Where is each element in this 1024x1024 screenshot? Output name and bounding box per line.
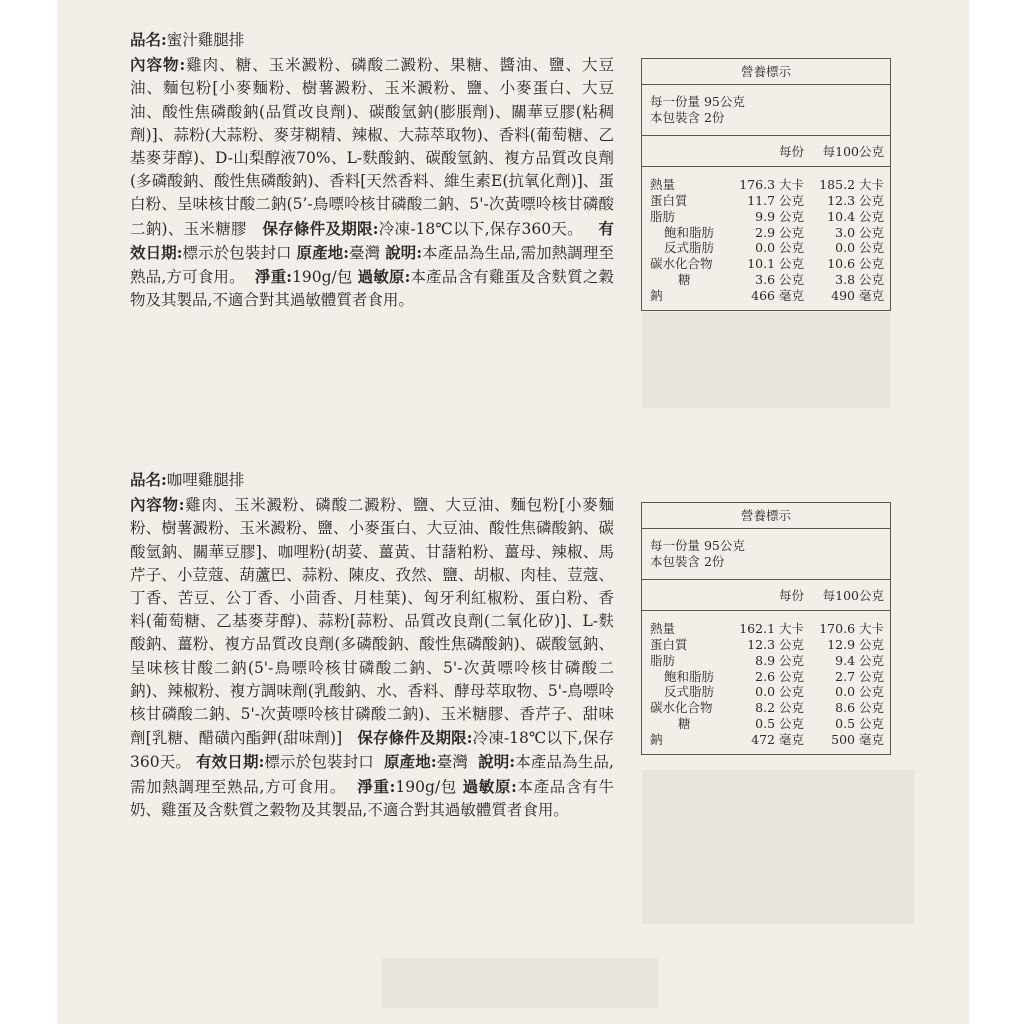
nutrient-row xyxy=(650,637,884,653)
weight-label: 淨重: xyxy=(254,267,292,287)
origin-label: 原產地: xyxy=(383,752,437,772)
origin-label: 原產地: xyxy=(296,242,349,262)
nutrient-label: 糖 xyxy=(678,271,691,287)
serving-info xyxy=(642,529,890,581)
value-per-100g: 0.5 公克 xyxy=(835,715,884,731)
nutrient-rows xyxy=(642,167,890,309)
value-per-serving: 12.3 公克 xyxy=(747,636,804,652)
nutrient-row xyxy=(650,288,884,304)
product-2-ingredients: 雞肉、玉米澱粉、磷酸二澱粉、鹽、大豆油、麵包粉[小麥麵粉、樹薯澱粉、玉米澱粉、鹽、小麥蛋白、大豆油、酸性焦磷酸鈉、碳酸氫鈉、關華豆膠]、咖哩粉(胡荽、薑黃、甘藷粕粉、薑母、辣椒、馬芹子、小荳蔻、葫蘆巴、蒜粉、陳皮、孜然、鹽、胡椒、肉桂、荳蔻、丁香、苦豆、公丁香、小茴香、月桂葉)、匈牙利紅椒粉、蛋白粉、香料(葡萄糖、乙基麥芽醇)、蒜粉[蒜粉、品質改良劑(二氧化矽)]、L-麩酸鈉、薑粉、複方品質改良劑(多磷酸鈉、酸性焦磷酸鈉)、碳酸氫鈉、呈味核甘酸二鈉(5'-鳥嘌呤核甘磷酸二鈉、5'-次黃嘌呤核甘磷酸二鈉)、辣椒粉、複方調味劑(乳酸鈉、水、香料、酵母萃取物、5'-鳥嘌呤核甘磷酸二鈉、5'-次黃嘌呤核甘磷酸二鈉)、玉米糖膠、香芹子、甜味劑[乳糖、醋磺內酯鉀(甜味劑)] xyxy=(130,496,614,748)
col-per-100g: 每100公克 xyxy=(822,588,884,604)
nutrient-row xyxy=(650,256,884,272)
nutrient-label: 糖 xyxy=(678,715,691,731)
ingredients-label: 內容物: xyxy=(130,55,186,75)
value-per-100g: 8.6 公克 xyxy=(835,700,884,716)
value-per-serving: 10.1 公克 xyxy=(747,256,804,272)
value-per-100g: 3.0 公克 xyxy=(835,224,884,240)
product-2-description xyxy=(130,468,614,822)
value-per-serving: 472 毫克 xyxy=(751,731,804,747)
nutrient-row xyxy=(650,225,884,241)
serving-info xyxy=(642,85,890,137)
nutrition-title: 營養標示 xyxy=(642,503,890,529)
value-per-100g: 170.6 大卡 xyxy=(819,621,884,637)
nutrition-table-1 xyxy=(641,58,891,311)
nutrient-label: 鈉 xyxy=(650,731,663,747)
storage-label: 保存條件及期限: xyxy=(262,218,379,238)
nutrient-label: 熱量 xyxy=(650,621,676,637)
nutrient-label: 反式脂肪 xyxy=(664,240,715,256)
value-per-100g: 12.3 公克 xyxy=(827,192,884,208)
value-per-100g: 0.0 公克 xyxy=(835,684,884,700)
product-1-weight: 190g/包 xyxy=(291,268,353,287)
value-per-100g: 500 毫克 xyxy=(831,731,884,747)
product-1-storage: 冷凍-18℃以下,保存360天。 xyxy=(378,219,583,238)
col-per-100g: 每100公克 xyxy=(822,144,884,160)
product-1-origin: 臺灣 xyxy=(348,243,381,262)
value-per-100g: 2.7 公克 xyxy=(835,668,884,684)
nutrient-label: 蛋白質 xyxy=(650,192,688,208)
nutrient-row xyxy=(650,209,884,225)
product-2-weight: 190g/包 xyxy=(395,777,457,796)
product-2-storage: 冷凍-18℃以下,保存360天。 xyxy=(130,729,614,772)
storage-label: 保存條件及期限: xyxy=(357,728,473,748)
nutrient-label: 熱量 xyxy=(650,177,676,193)
product-1-name-line xyxy=(130,28,614,52)
column-headers xyxy=(642,136,890,167)
col-per-serving: 每份 xyxy=(778,588,804,604)
col-per-serving: 每份 xyxy=(778,144,804,160)
value-per-serving: 2.6 公克 xyxy=(755,668,804,684)
nutrient-row xyxy=(650,669,884,685)
nutrient-row xyxy=(650,193,884,209)
column-headers xyxy=(642,580,890,611)
product-2-detail-text xyxy=(130,493,614,822)
product-1-note: 本產品為生品,需加熱調理至熟品,方可食用。 xyxy=(130,243,614,287)
value-per-serving: 9.9 公克 xyxy=(755,208,804,224)
value-per-serving: 162.1 大卡 xyxy=(739,621,804,637)
serving-size: 每一份量 95公克 xyxy=(650,537,745,553)
note-label: 說明: xyxy=(478,752,516,772)
note-label: 說明: xyxy=(385,242,423,262)
product-2-allergen: 本產品含有牛奶、雞蛋及含麩質之穀物及其製品,不適合對其過敏體質者食用。 xyxy=(130,777,614,819)
blank-label-area-2 xyxy=(642,770,914,924)
nutrient-label: 飽和脂肪 xyxy=(664,224,715,240)
value-per-100g: 185.2 大卡 xyxy=(819,177,884,193)
product-1-name: 蜜汁雞腿排 xyxy=(166,31,245,49)
nutrient-row xyxy=(650,684,884,700)
value-per-100g: 3.8 公克 xyxy=(835,271,884,287)
servings-per-pack: 本包裝含 2份 xyxy=(650,553,725,569)
product-1-allergen: 本產品含有雞蛋及含麩質之穀物及其製品,不適合對其過敏體質者食用。 xyxy=(130,268,614,310)
weight-label: 淨重: xyxy=(357,776,396,796)
ingredients-label: 內容物: xyxy=(130,495,185,515)
product-2-note: 本產品為生品,需加熱調理至熟品,方可食用。 xyxy=(130,753,614,796)
expiry-label: 有效日期: xyxy=(130,218,614,262)
product-2-name-line xyxy=(130,468,614,492)
value-per-serving: 0.0 公克 xyxy=(755,684,804,700)
value-per-serving: 466 毫克 xyxy=(751,287,804,303)
nutrient-row xyxy=(650,621,884,637)
nutrition-table-2 xyxy=(641,502,891,755)
nutrient-row xyxy=(650,732,884,748)
value-per-100g: 12.9 公克 xyxy=(827,636,884,652)
allergen-label: 過敏原: xyxy=(462,776,517,796)
value-per-100g: 9.4 公克 xyxy=(835,652,884,668)
nutrient-row xyxy=(650,240,884,256)
value-per-serving: 2.9 公克 xyxy=(755,224,804,240)
product-1-ingredients: 雞肉、糖、玉米澱粉、磷酸二澱粉、果糖、醬油、鹽、大豆油、麵包粉[小麥麵粉、樹薯澱粉、玉米澱粉、鹽、小麥蛋白、大豆油、酸性焦磷酸鈉(品質改良劑)、碳酸氫鈉(膨脹劑)、關華豆膠(粘稠劑)]、蒜粉(大蒜粉、麥芽糊精、辣椒、大蒜萃取物)、香料(葡萄糖、乙基麥芽醇)、D-山梨醇液70%、L-麩酸鈉、碳酸氫鈉、複方品質改良劑(多磷酸鈉、酸性焦磷酸鈉)、香料[天然香料、維生素E(抗氧化劑)]、蛋白粉、呈味核甘酸二鈉(5’-鳥嘌呤核甘磷酸二鈉、5'-次黃嘌呤核甘磷酸二鈉)、玉米糖膠 xyxy=(130,56,614,238)
allergen-label: 過敏原: xyxy=(357,267,411,287)
nutrient-row xyxy=(650,716,884,732)
nutrient-row xyxy=(650,653,884,669)
nutrient-row xyxy=(650,272,884,288)
nutrient-label: 飽和脂肪 xyxy=(664,668,715,684)
nutrient-label: 碳水化合物 xyxy=(650,700,713,716)
value-per-serving: 8.2 公克 xyxy=(755,700,804,716)
product-2-name: 咖哩雞腿排 xyxy=(166,471,245,489)
nutrient-label: 鈉 xyxy=(650,287,663,303)
value-per-100g: 490 毫克 xyxy=(831,287,884,303)
product-1-description xyxy=(130,28,614,312)
blank-label-area-1 xyxy=(642,312,890,408)
name-label: 品名: xyxy=(130,470,167,489)
value-per-serving: 0.0 公克 xyxy=(755,240,804,256)
nutrient-label: 反式脂肪 xyxy=(664,684,715,700)
value-per-serving: 176.3 大卡 xyxy=(739,177,804,193)
nutrient-label: 脂肪 xyxy=(650,208,676,224)
nutrient-label: 碳水化合物 xyxy=(650,256,713,272)
value-per-100g: 10.4 公克 xyxy=(827,208,884,224)
product-1-detail-text xyxy=(130,53,614,312)
product-1-expiry: 標示於包裝封口 xyxy=(182,243,292,262)
nutrient-rows xyxy=(642,611,890,753)
nutrient-row xyxy=(650,700,884,716)
serving-size: 每一份量 95公克 xyxy=(650,93,745,109)
nutrition-title: 營養標示 xyxy=(642,59,890,85)
servings-per-pack: 本包裝含 2份 xyxy=(650,109,725,125)
nutrient-label: 脂肪 xyxy=(650,652,676,668)
value-per-serving: 8.9 公克 xyxy=(755,652,804,668)
value-per-serving: 11.7 公克 xyxy=(747,192,804,208)
product-2-origin: 臺灣 xyxy=(436,753,469,772)
value-per-serving: 3.6 公克 xyxy=(755,271,804,287)
blank-label-area-3 xyxy=(382,958,658,1008)
nutrient-label: 蛋白質 xyxy=(650,636,688,652)
expiry-label: 有效日期: xyxy=(196,752,265,772)
value-per-100g: 10.6 公克 xyxy=(827,256,884,272)
name-label: 品名: xyxy=(130,30,167,49)
value-per-100g: 0.0 公克 xyxy=(835,240,884,256)
nutrient-row xyxy=(650,177,884,193)
value-per-serving: 0.5 公克 xyxy=(755,715,804,731)
product-2-expiry: 標示於包裝封口 xyxy=(264,753,374,772)
